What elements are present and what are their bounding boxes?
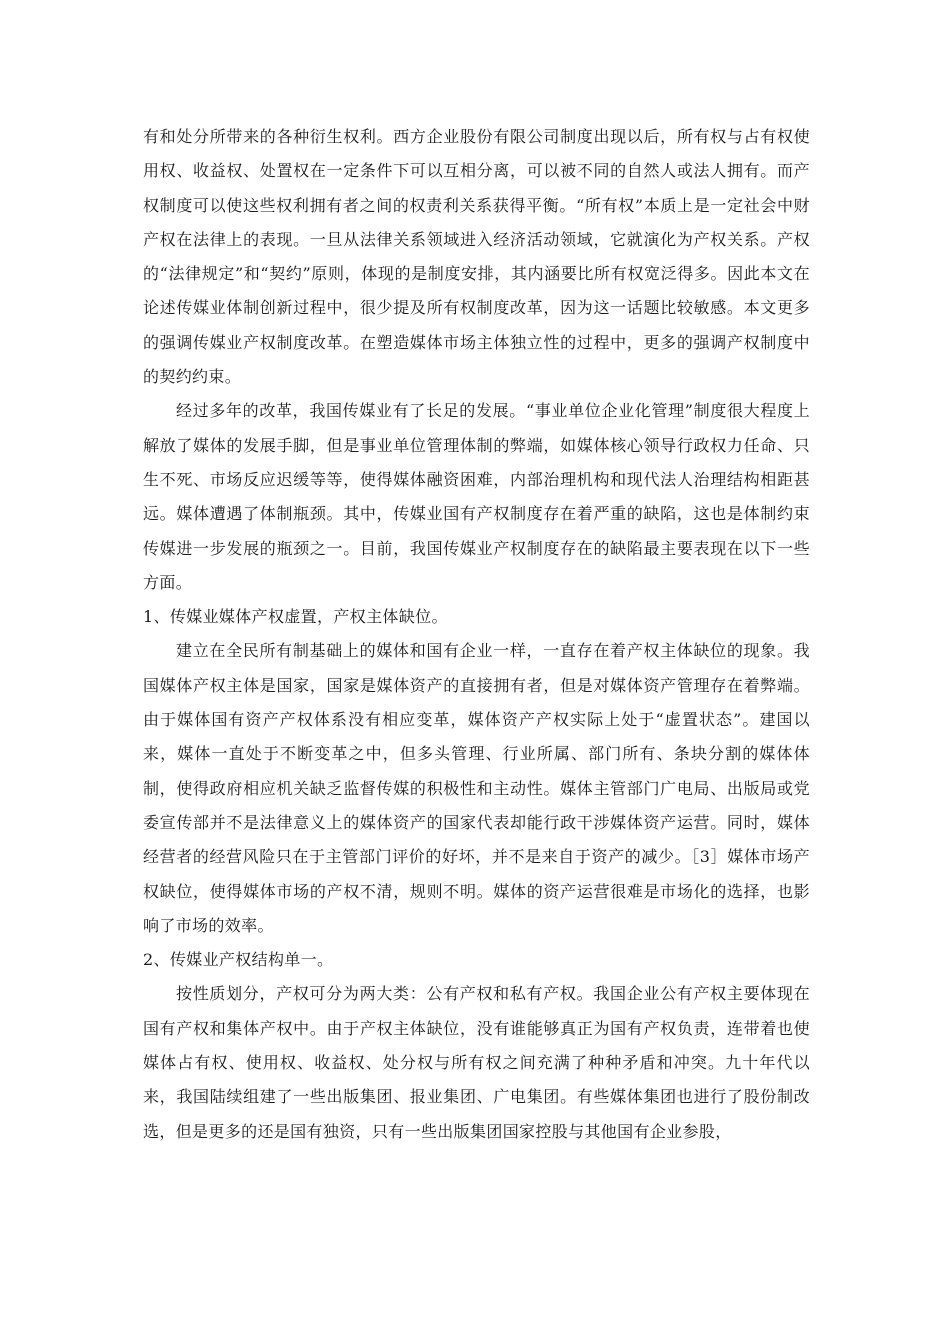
section-heading-2: 2、传媒业产权结构单一。 xyxy=(143,950,334,970)
paragraph-owner-absence: 建立在全民所有制基础上的媒体和国有企业一样，一直存在着产权主体缺位的现象。我国媒体产权主体是国家，国家是媒体资产的直接拥有者，但是对媒体资产管理存在着弊端。由于媒体国有资产产权体系没有相应变革，媒体资产产权实际上处于“虚置状态”。建国以来，媒体一直处于不断变革之中，但多头管理、行业所属、部门所有、条块分割的媒体体制，使得政府相应机关缺乏监督传媒的积极性和主动性。媒体主管部门广电局、出版局或党委宣传部并不是法律意义上的媒体资产的国家代表却能行政干涉媒体资产运营。同时，媒体经营者的经营风险只在于主管部门评价的好坏，并不是来自于资产的减少。［3］媒体市场产权缺位，使得媒体市场的产权不清，规则不明。媒体的资产运营很难是市场化的选择，也影响了市场的效率。 xyxy=(143,641,810,935)
paragraph-property-rights-intro: 有和处分所带来的各种衍生权利。西方企业股份有限公司制度出现以后，所有权与占有权使用权、收益权、处置权在一定条件下可以互相分离，可以被不同的自然人或法人拥有。而产权制度可以使这些权利拥有者之间的权责利关系获得平衡。“所有权”本质上是一定社会中财产权在法律上的表现。一旦从法律关系领域进入经济活动领域，它就演化为产权关系。产权的“法律规定”和“契约”原则，体现的是制度安排，其内涵要比所有权宽泛得多。因此本文在论述传媒业体制创新过程中，很少提及所有权制度改革，因为这一话题比较敏感。本文更多的强调传媒业产权制度改革。在塑造媒体市场主体独立性的过程中，更多的强调产权制度中的契约约束。 xyxy=(143,127,810,387)
paragraph-reform-background: 经过多年的改革，我国传媒业有了长足的发展。“事业单位企业化管理”制度很大程度上解放了媒体的发展手脚，但是事业单位管理体制的弊端，如媒体核心领导行政权力任命、只生不死、市场反应迟缓等等，使得媒体融资困难，内部治理机构和现代法人治理结构相距甚远。媒体遭遇了体制瓶颈。其中，传媒业国有产权制度存在着严重的缺陷，这也是体制约束传媒进一步发展的瓶颈之一。目前，我国传媒业产权制度存在的缺陷最主要表现在以下一些方面。 xyxy=(143,401,810,592)
document-body xyxy=(143,120,810,1149)
paragraph-single-structure: 按性质划分，产权可分为两大类：公有产权和私有产权。我国企业公有产权主要体现在国有产权和集体产权中。由于产权主体缺位，没有谁能够真正为国有产权负责，连带着也使媒体占有权、使用权、收益权、处分权与所有权之间充满了种种矛盾和冲突。九十年代以来，我国陆续组建了一些出版集团、报业集团、广电集团。有些媒体集团也进行了股份制改选，但是更多的还是国有独资，只有一些出版集团国家控股与其他国有企业参股， xyxy=(143,984,810,1141)
section-heading-1: 1、传媒业媒体产权虚置，产权主体缺位。 xyxy=(143,607,448,627)
